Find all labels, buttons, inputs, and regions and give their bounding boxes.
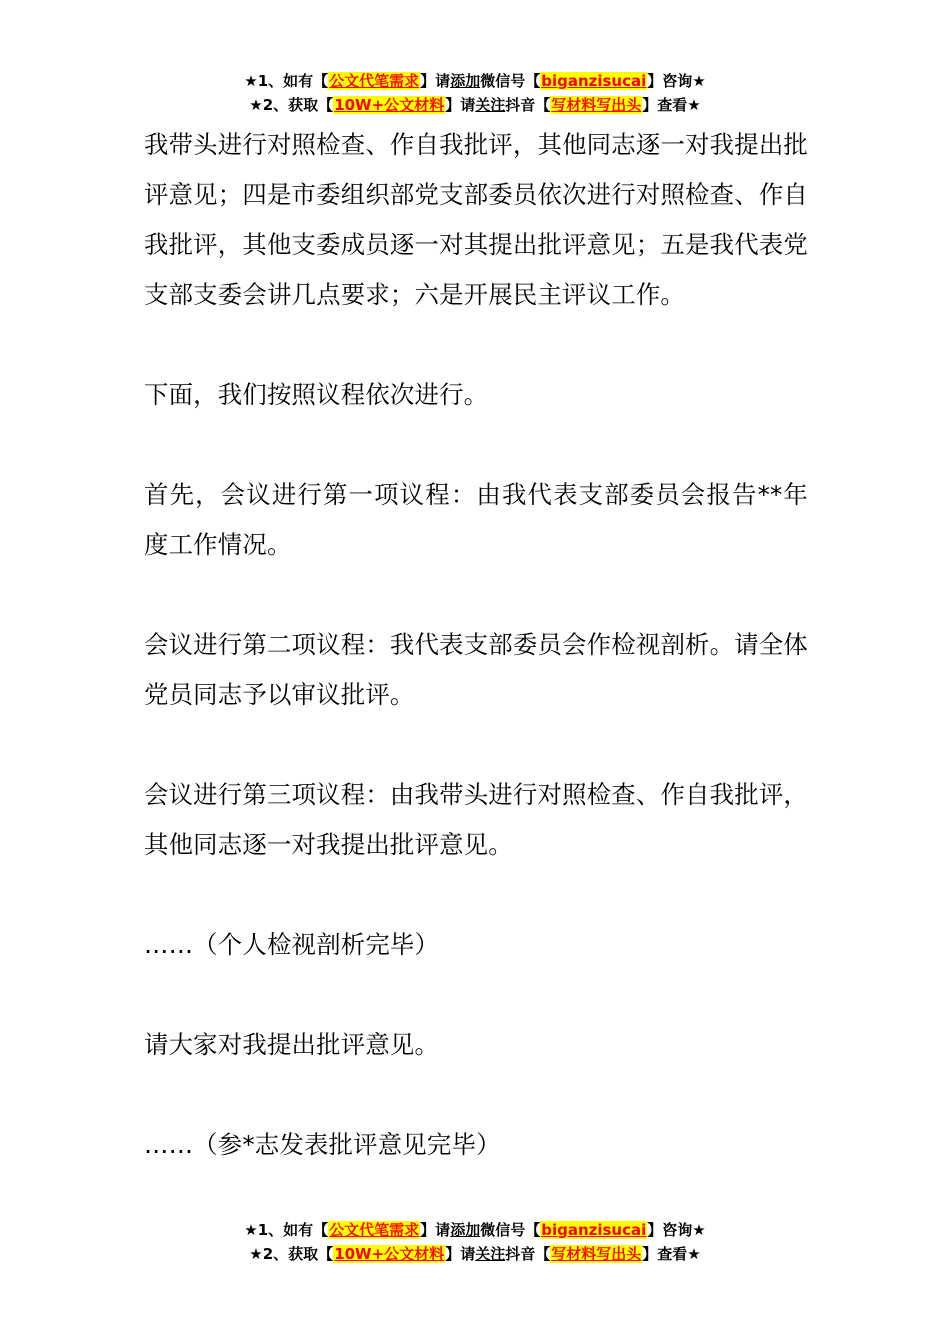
banner-text: ★2、获取【 (249, 96, 334, 114)
footer-banner (0, 1219, 950, 1267)
body-paragraph: ……（个人检视剖析完毕） (144, 930, 440, 959)
banner-text: 】查看★ (642, 1245, 701, 1263)
footer-banner-line-1 (0, 1219, 950, 1243)
body-paragraph: 首先，会议进行第一项议程：由我代表支部委员会报告**年度工作情况。 (144, 480, 808, 559)
banner-text: ★2、获取【 (249, 1245, 334, 1263)
body-paragraph: 我带头进行对照检查、作自我批评，其他同志逐一对我提出批评意见；四是市委组织部党支部委员依次进行对照检查、作自我批评，其他支委成员逐一对其提出批评意见；五是我代表党支部支委会讲几点要求；六是开展民主评议工作。 (144, 130, 808, 309)
highlight-douyin-account: 写材料写出头 (551, 1245, 642, 1263)
body-paragraph: 下面，我们按照议程依次进行。 (144, 380, 489, 409)
banner-text: ★1、如有【 (244, 72, 329, 90)
highlight-materials: 10W+公文材料 (334, 1245, 445, 1263)
banner-text: 抖音【 (505, 96, 551, 114)
banner-text: 】咨询★ (647, 1221, 706, 1239)
banner-underlined-text: 关注 (475, 96, 506, 114)
highlight-service: 公文代笔需求 (329, 1221, 420, 1239)
header-banner-line-1 (0, 70, 950, 94)
banner-underlined-text: 添加 (450, 1221, 481, 1239)
footer-banner-line-2 (0, 1243, 950, 1267)
highlight-service: 公文代笔需求 (329, 72, 420, 90)
banner-text: 】咨询★ (647, 72, 706, 90)
body-paragraph: ……（参*志发表批评意见完毕） (144, 1130, 501, 1159)
banner-underlined-text: 添加 (450, 72, 481, 90)
banner-text: 微信号【 (480, 72, 541, 90)
highlight-materials: 10W+公文材料 (334, 96, 445, 114)
banner-text: 抖音【 (505, 1245, 551, 1263)
header-banner-line-2 (0, 94, 950, 118)
banner-text: 】请 (445, 1245, 476, 1263)
banner-text: 微信号【 (480, 1221, 541, 1239)
header-banner (0, 70, 950, 118)
document-body (144, 120, 808, 1170)
highlight-douyin-account: 写材料写出头 (551, 96, 642, 114)
banner-text: 】请 (445, 96, 476, 114)
body-paragraph: 请大家对我提出批评意见。 (144, 1030, 440, 1059)
banner-text: ★1、如有【 (244, 1221, 329, 1239)
banner-text: 】请 (420, 1221, 451, 1239)
body-paragraph: 会议进行第三项议程：由我带头进行对照检查、作自我批评，其他同志逐一对我提出批评意见。 (144, 780, 808, 859)
body-paragraph: 会议进行第二项议程：我代表支部委员会作检视剖析。请全体党员同志予以审议批评。 (144, 630, 808, 709)
highlight-wechat-id: biganzisucai (541, 72, 647, 90)
banner-text: 】查看★ (642, 96, 701, 114)
highlight-wechat-id: biganzisucai (541, 1221, 647, 1239)
banner-underlined-text: 关注 (475, 1245, 506, 1263)
banner-text: 】请 (420, 72, 451, 90)
